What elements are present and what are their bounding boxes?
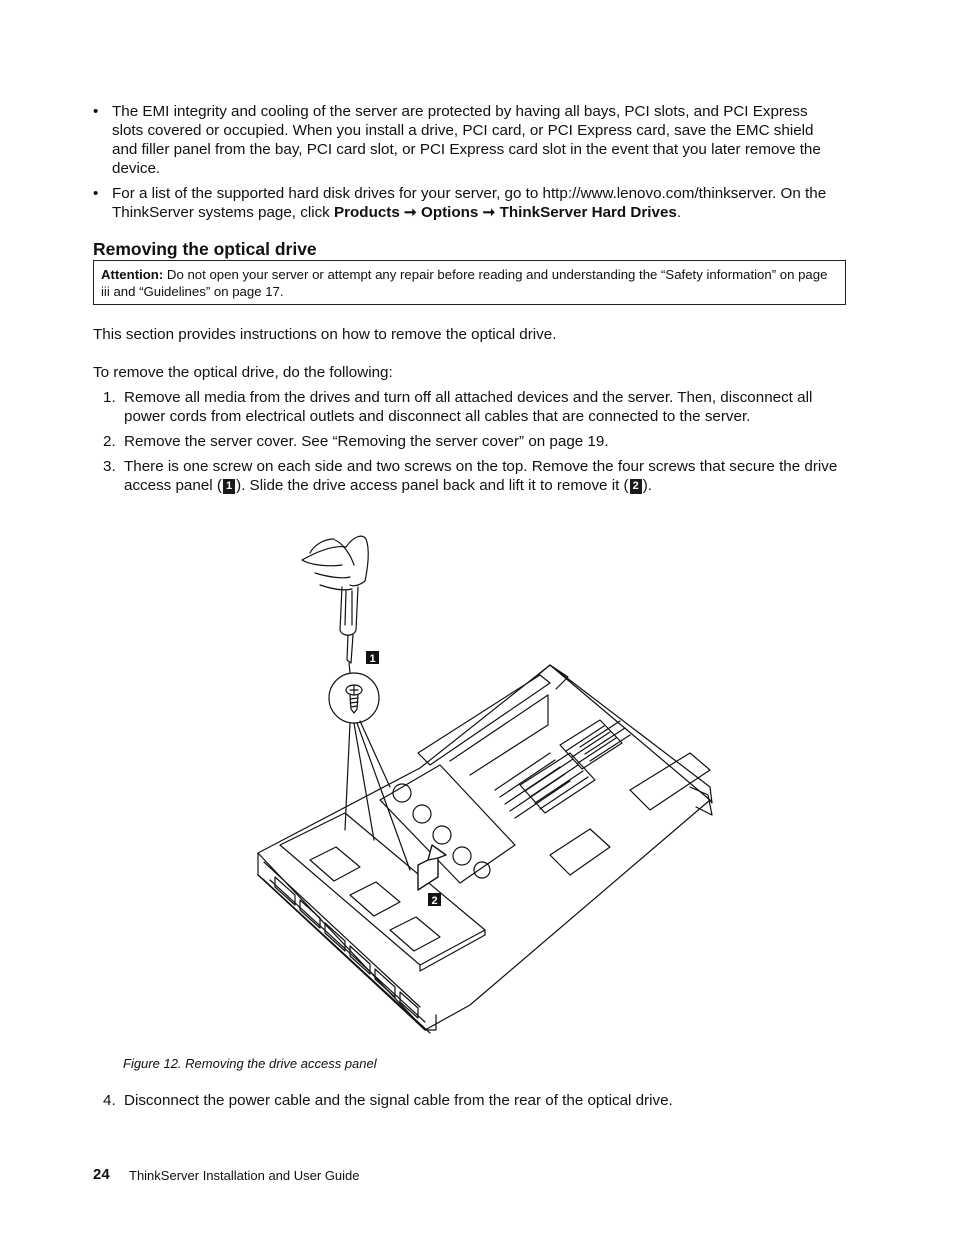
step-number: 1. — [103, 389, 116, 406]
bullet-text-end: . — [676, 204, 682, 221]
drive-access-panel — [280, 813, 485, 971]
callout-badge: 2 — [630, 479, 642, 494]
bullet-item — [93, 184, 843, 222]
step-number: 3. — [103, 458, 116, 475]
server-illustration — [250, 525, 720, 1040]
svg-text:2: 2 — [431, 895, 438, 907]
bullet-text: For a list of the supported hard disk drives for your server, go to http://www.lenovo.com/thinkserver. On the ThinkServer systems page, click — [112, 185, 827, 221]
attention-box — [93, 260, 846, 305]
riser-cage — [418, 665, 568, 775]
arrow-right-icon: ➞ — [404, 204, 417, 221]
figure-caption: Figure 12. Removing the drive access panel — [123, 1056, 377, 1071]
bullet-dot: • — [93, 185, 99, 202]
svg-text:1: 1 — [369, 653, 376, 665]
page-number: 24 — [93, 1166, 110, 1183]
memory-modules — [495, 721, 630, 818]
bullet-text: The EMI integrity and cooling of the server are protected by having all bays, PCI slots, and PCI Express slots covered or occupied. When you install a drive, PCI card, or PCI Express card, save the EMC shield and filler panel from the bay, PCI card slot, or PCI Express card slot in the event that you later remove the device. — [112, 103, 821, 177]
step-item — [93, 432, 843, 451]
intro-paragraph: This section provides instructions on how to remove the optical drive. — [93, 326, 557, 343]
screw-detail-icon — [329, 673, 379, 723]
step-list-continued — [93, 1091, 843, 1116]
menu-path-products: Products — [333, 204, 400, 221]
section-heading: Removing the optical drive — [93, 239, 317, 259]
bullet-dot: • — [93, 103, 99, 120]
arrow-right-icon: ➞ — [482, 204, 496, 221]
callout-badge: 1 — [223, 479, 235, 494]
step-number: 2. — [103, 433, 116, 450]
drive-bays — [264, 862, 425, 1022]
attention-label: Attention: — [101, 267, 164, 282]
step-text: There is one screw on each side and two screws on the top. Remove the four screws that secure the drive access panel ( — [124, 458, 838, 494]
step-number: 4. — [103, 1092, 116, 1109]
attention-text: Do not open your server or attempt any repair before reading and understanding the “Safety information” on page iii and “Guidelines” on page 17. — [101, 267, 828, 299]
step-item — [93, 1091, 843, 1110]
menu-path-hard-drives: ThinkServer Hard Drives — [499, 204, 677, 221]
figure-callout-1 — [366, 651, 379, 665]
step-list — [93, 388, 843, 501]
lift-arrow-icon — [418, 845, 446, 890]
step-item — [93, 457, 843, 495]
fan-assembly — [380, 765, 515, 883]
screwdriver-icon — [340, 587, 358, 673]
lead-in-paragraph: To remove the optical drive, do the following: — [93, 364, 393, 381]
step-text: ). Slide the drive access panel back and lift it to remove it ( — [236, 477, 629, 494]
step-text: Remove all media from the drives and turn off all attached devices and the server. Then, disconnect all power cords from electrical outlets and disconnect all cables that are connected to the server. — [124, 389, 813, 425]
step-text: Disconnect the power cable and the signal cable from the rear of the optical drive. — [124, 1092, 673, 1109]
bullet-list — [93, 102, 843, 228]
hand-icon — [302, 536, 368, 590]
footer-title: ThinkServer Installation and User Guide — [129, 1168, 360, 1183]
heatsink — [520, 720, 622, 813]
figure-callout-2 — [428, 893, 441, 907]
server-chassis — [258, 665, 712, 1033]
bullet-item — [93, 102, 843, 178]
step-text: Remove the server cover. See “Removing the server cover” on page 19. — [124, 433, 609, 450]
step-item — [93, 388, 843, 426]
menu-path-options: Options — [421, 204, 479, 221]
step-text: ). — [642, 477, 652, 494]
